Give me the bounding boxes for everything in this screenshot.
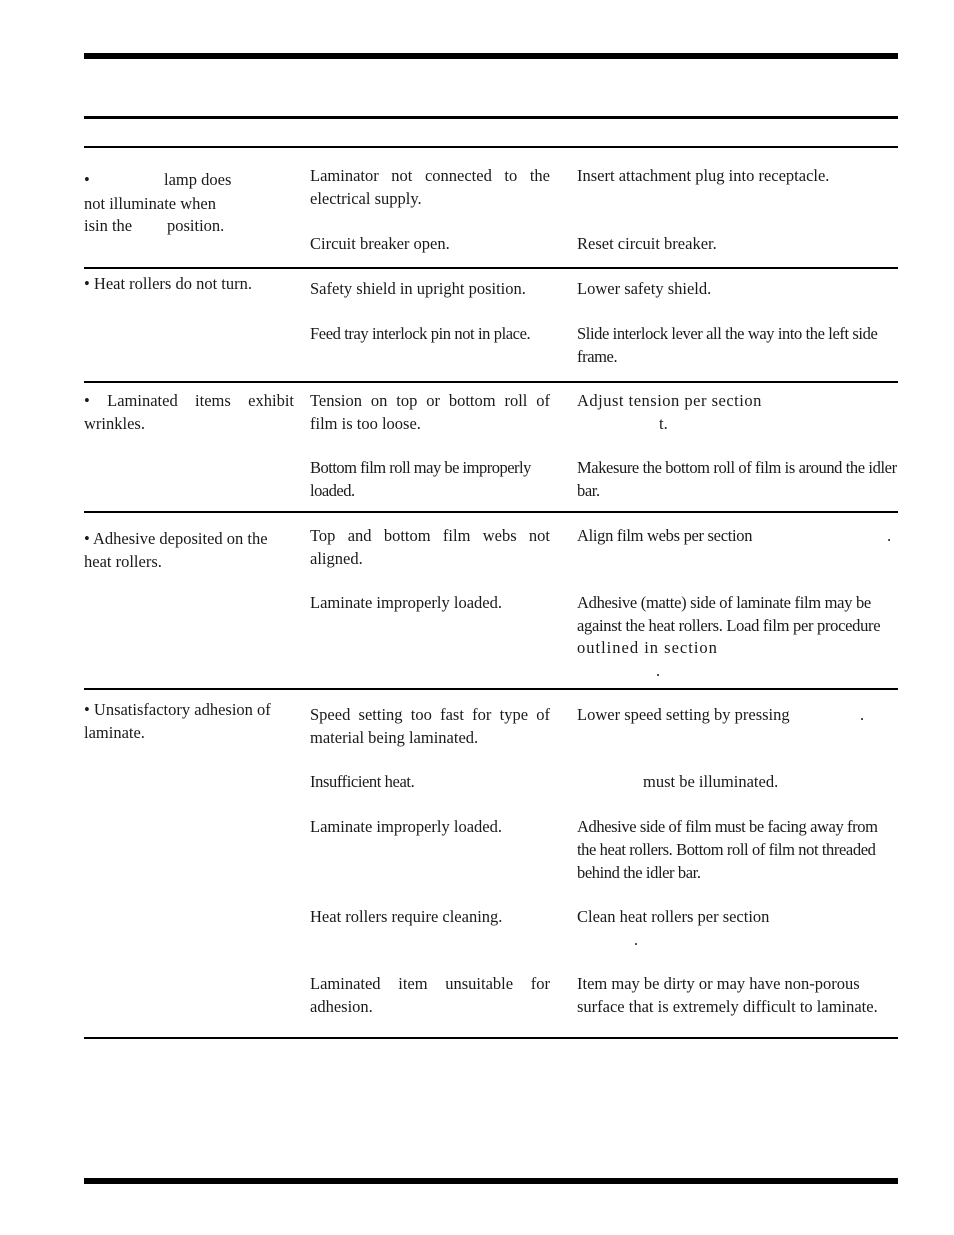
cause-text: Bottom film roll may be improperly loaded. bbox=[310, 458, 531, 500]
remedy-text: Reset circuit breaker. bbox=[577, 234, 717, 253]
cause-text: Tension on top or bottom roll of film is too loose. bbox=[310, 391, 550, 433]
remedy-text: Lower speed setting by pressing bbox=[577, 705, 790, 724]
bottom-thick-rule bbox=[84, 1178, 898, 1184]
row-divider-3 bbox=[84, 511, 898, 513]
top-thick-rule bbox=[84, 53, 898, 59]
cause-text: Insufficient heat. bbox=[310, 772, 415, 791]
symptom-bullet: • bbox=[84, 170, 90, 189]
cause-text: Laminated item unsuitable for adhesion. bbox=[310, 974, 550, 1016]
remedy-text: Lower safety shield. bbox=[577, 279, 712, 298]
symptom-text: lamp does bbox=[164, 170, 232, 189]
symptom-text: isin the bbox=[84, 216, 133, 235]
remedy-text: Insert attachment plug into receptacle. bbox=[577, 166, 830, 185]
cause-text: Safety shield in upright position. bbox=[310, 279, 526, 298]
symptom-text: • Unsatisfactory adhesion of laminate. bbox=[84, 700, 271, 742]
cause-text: Circuit breaker open. bbox=[310, 234, 450, 253]
remedy-text: t. bbox=[659, 414, 668, 433]
remedy-text: Adhesive (matte) side of laminate film may be against the heat rollers. Load film per procedure bbox=[577, 593, 881, 635]
header-rule bbox=[84, 116, 898, 119]
remedy-text: Adhesive side of film must be facing away from the heat rollers. Bottom roll of film not threaded behind the idler bar. bbox=[577, 817, 878, 882]
row-divider-1 bbox=[84, 267, 898, 269]
remedy-text: . bbox=[634, 930, 639, 949]
remedy-text: Align film webs per section bbox=[577, 526, 753, 545]
symptom-text: • Heat rollers do not turn. bbox=[84, 274, 252, 293]
remedy-text: Item may be dirty or may have non-porous surface that is extremely difficult to laminate. bbox=[577, 974, 878, 1016]
remedy-text: . bbox=[887, 526, 892, 545]
cause-text: Laminator not connected to the electrical supply. bbox=[310, 166, 550, 208]
remedy-text: must be illuminated. bbox=[643, 772, 779, 791]
symptom-text: not illuminate when bbox=[84, 194, 216, 213]
remedy-text: Adjust tension per section bbox=[577, 391, 762, 410]
cause-text: Laminate improperly loaded. bbox=[310, 817, 502, 836]
cause-text: Heat rollers require cleaning. bbox=[310, 907, 503, 926]
remedy-text: Clean heat rollers per section bbox=[577, 907, 770, 926]
remedy-text: Slide interlock lever all the way into the left side frame. bbox=[577, 324, 878, 366]
symptom-text: position. bbox=[167, 216, 225, 235]
remedy-text: outlined in section bbox=[577, 638, 718, 657]
table-bottom-rule bbox=[84, 1037, 898, 1039]
symptom-text: • Adhesive deposited on the heat rollers. bbox=[84, 529, 268, 571]
cause-text: Top and bottom film webs not aligned. bbox=[310, 526, 550, 568]
remedy-text: . bbox=[656, 661, 661, 680]
row-divider-2 bbox=[84, 381, 898, 383]
remedy-text: Makesure the bottom roll of film is around the idler bar. bbox=[577, 458, 897, 500]
symptom-text: • Laminated items exhibit wrinkles. bbox=[84, 391, 294, 433]
remedy-text: . bbox=[860, 705, 865, 724]
table-top-rule bbox=[84, 146, 898, 148]
cause-text: Feed tray interlock pin not in place. bbox=[310, 324, 531, 343]
row-divider-4 bbox=[84, 688, 898, 690]
cause-text: Speed setting too fast for type of material being laminated. bbox=[310, 705, 550, 747]
cause-text: Laminate improperly loaded. bbox=[310, 593, 502, 612]
